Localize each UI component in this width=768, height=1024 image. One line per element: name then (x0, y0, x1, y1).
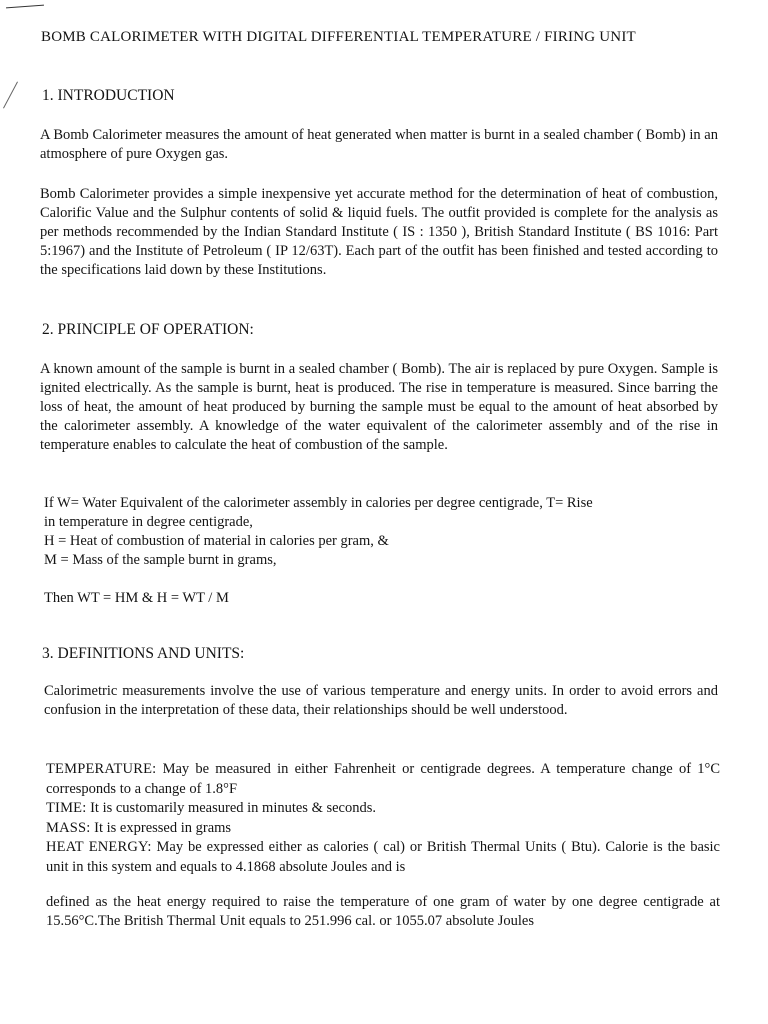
formula-line (44, 589, 720, 608)
intro-paragraph-1: A Bomb Calorimeter measures the amount of heat generated when matter is burnt in a sealed chamber ( Bomb) in an atmosphere of pure Oxygen gas. (40, 127, 718, 162)
definition-text: May be expressed either as calories ( cal) or British Thermal Units ( Btu). Calorie is the basic unit in this system and equals to 4.1868 absolute Joules and is (46, 839, 720, 875)
definitions-list (46, 760, 720, 877)
definition-heat-energy (46, 838, 720, 877)
definition-mass (46, 819, 720, 839)
definition-temperature (46, 760, 720, 799)
variable-line: H = Heat of combustion of material in calories per gram, & (44, 533, 389, 549)
formula: Then WT = HM & H = WT / M (44, 590, 229, 606)
definition-text: May be measured in either Fahrenheit or centigrade degrees. A temperature change of 1°C corresponds to a change of 1.8°F (46, 761, 720, 797)
intro-paragraph-2: Bomb Calorimeter provides a simple inexpensive yet accurate method for the determination of heat of combustion, Calorific Value and the Sulphur contents of solid & liquid fuels. The outfit provided is complete for the analysis as per methods recommended by the Indian Standard Institute ( IS : 1350 ), British Standard Institute ( BS 1016: Part 5:1967) and the Institute of Petroleum ( IP 12/63T). Each part of the outfit has been finished and tested according to the specifications laid down by these Institutions. (40, 186, 718, 278)
definition-time (46, 799, 720, 819)
variable-definitions (44, 494, 720, 570)
section-heading-introduction: 1. INTRODUCTION (42, 87, 175, 104)
definitions-paragraph: Calorimetric measurements involve the use of various temperature and energy units. In order to avoid errors and confusion in the interpretation of these data, their relationships should be well understood. (44, 683, 718, 718)
definition-term: TIME: (46, 800, 87, 816)
principle-paragraph: A known amount of the sample is burnt in a sealed chamber ( Bomb). The air is replaced by pure Oxygen. Sample is ignited electrically. As the sample is burnt, heat is produced. The rise in temperature is measured. Since barring the loss of heat, the amount of heat produced by burning the sample must be equal to the amount of heat absorbed by the calorimeter assembly. A knowledge of the water equivalent of the calorimeter assembly and of the rise in temperature enables to calculate the heat of combustion of the sample. (40, 361, 718, 453)
section-heading-definitions: 3. DEFINITIONS AND UNITS: (42, 645, 245, 662)
closing-paragraph: defined as the heat energy required to raise the temperature of one gram of water by one degree centigrade at 15.56°C.The British Thermal Unit equals to 251.996 cal. or 1055.07 absolute Joules (46, 894, 720, 929)
definition-term: TEMPERATURE: (46, 761, 157, 777)
scan-mark (3, 82, 18, 109)
scan-mark (6, 5, 44, 9)
definition-text: It is customarily measured in minutes & seconds. (86, 800, 377, 816)
variable-line: M = Mass of the sample burnt in grams, (44, 552, 277, 568)
definition-term: HEAT ENERGY: (46, 839, 152, 855)
document-title: BOMB CALORIMETER WITH DIGITAL DIFFERENTIAL TEMPERATURE / FIRING UNIT (41, 29, 636, 45)
definition-text: It is expressed in grams (90, 819, 232, 836)
section-heading-principle: 2. PRINCIPLE OF OPERATION: (42, 321, 254, 338)
variable-line: in temperature in degree centigrade, (44, 514, 253, 530)
definition-term: MASS: (46, 819, 91, 836)
variable-line: If W= Water Equivalent of the calorimeter assembly in calories per degree centigrade, T= Rise (44, 495, 593, 511)
